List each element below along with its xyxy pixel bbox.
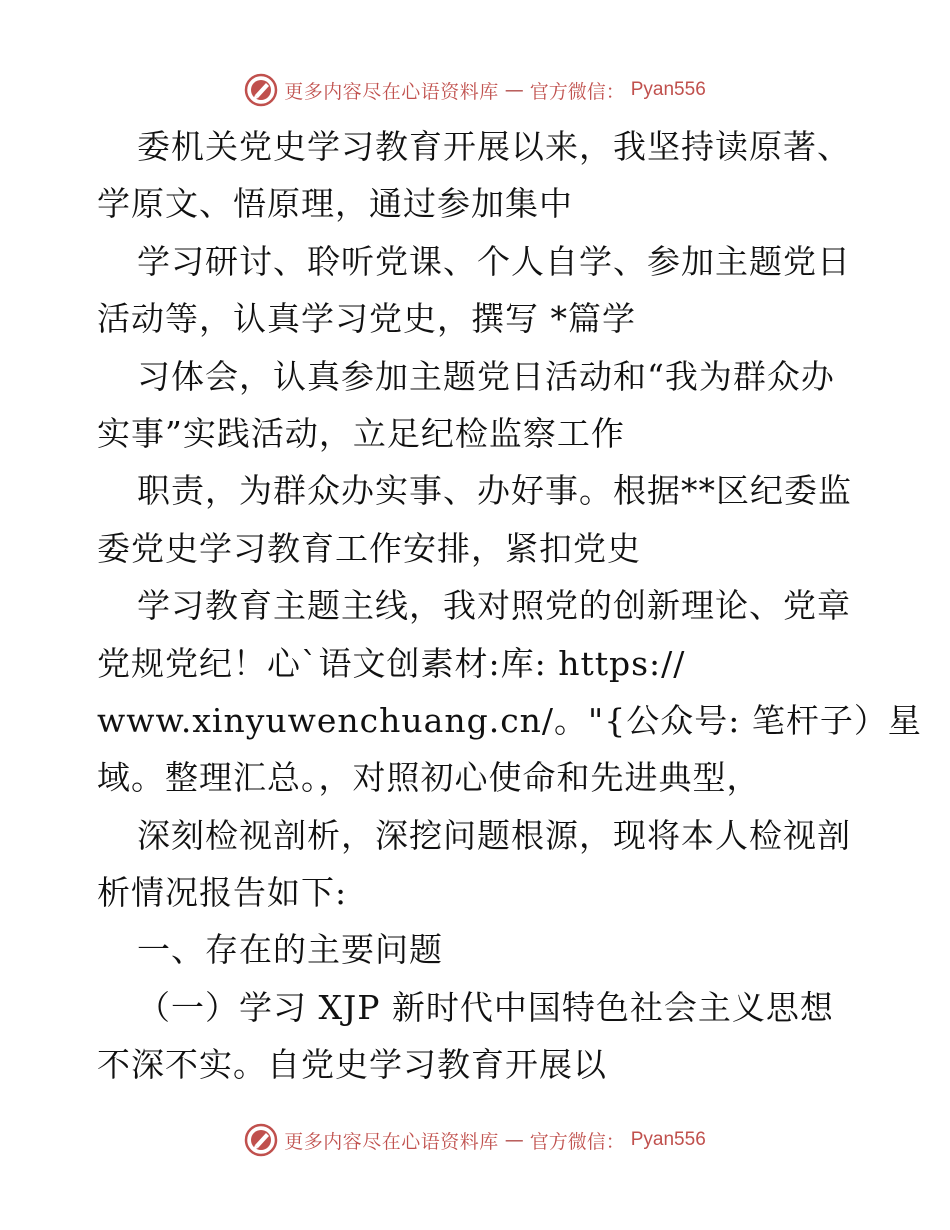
body-line: 深刻检视剖析，深挖问题根源，现将本人检视剖 <box>137 815 851 855</box>
watermark-official-label: 官方微信： <box>529 1130 625 1153</box>
watermark-dash: — <box>504 1129 524 1151</box>
body-line: 委党史学习教育工作安排，紧扣党史 <box>97 528 641 568</box>
body-line: 习体会，认真参加主题党日活动和“我为群众办 <box>137 356 835 396</box>
body-line: 学原文、悟原理，通过参加集中 <box>97 184 573 224</box>
document-body <box>97 118 922 1094</box>
body-line: 学习教育主题主线，我对照党的创新理论、党章 <box>137 586 851 626</box>
watermark-dash: — <box>504 79 524 101</box>
body-line: 实事”实践活动，立足纪检监察工作 <box>97 413 625 453</box>
watermark-wechat-id: Pyan556 <box>630 79 706 100</box>
body-line: 党规党纪！心`语文创素材:库: https:// <box>97 643 686 683</box>
footer-watermark <box>0 1120 950 1160</box>
body-line: 职责，为群众办实事、办好事。根据**区纪委监 <box>137 471 852 511</box>
body-line: www.xinyuwenchuang.cn/。"{公众号: 笔杆子）星 <box>97 700 922 740</box>
section-heading: 一、存在的主要问题 <box>137 930 443 970</box>
body-line: 活动等，认真学习党史，撰写 *篇学 <box>97 299 636 339</box>
pen-logo-icon <box>244 1123 278 1157</box>
watermark-official-label: 官方微信： <box>529 80 625 103</box>
body-line: 析情况报告如下: <box>97 873 348 913</box>
pen-logo-icon <box>244 73 278 107</box>
subsection-heading: （一）学习 XJP 新时代中国特色社会主义思想 <box>137 987 834 1027</box>
header-watermark <box>0 70 950 110</box>
body-line: 不深不实。自党史学习教育开展以 <box>97 1045 607 1085</box>
watermark-text: 更多内容尽在心语资料库 <box>284 1130 499 1153</box>
watermark-text: 更多内容尽在心语资料库 <box>284 80 499 103</box>
body-line: 学习研讨、聆听党课、个人自学、参加主题党日 <box>137 241 851 281</box>
body-line: 域。整理汇总。，对照初心使命和先进典型， <box>97 758 761 798</box>
body-line: 委机关党史学习教育开展以来，我坚持读原著、 <box>137 127 851 166</box>
watermark-wechat-id: Pyan556 <box>630 1129 706 1150</box>
